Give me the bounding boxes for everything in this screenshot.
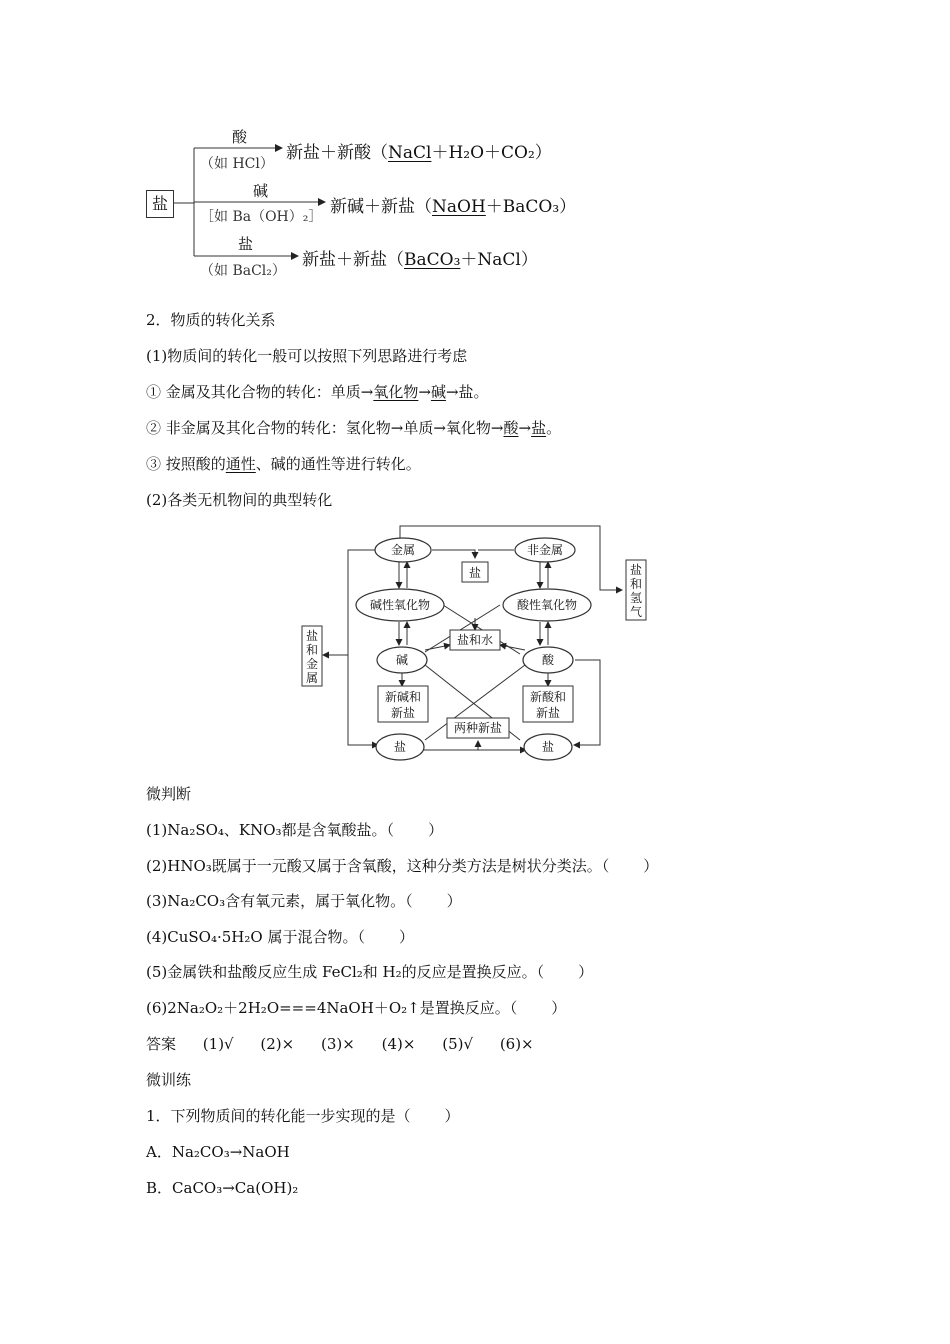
node-nonmetal: 非金属 [526, 543, 564, 557]
node-new-base-salt-1: 新碱和 [384, 690, 422, 704]
exercise-heading: 微训练 [146, 1071, 192, 1089]
node-acidic-oxide: 酸性氧化物 [516, 598, 578, 612]
judgment-q1: (1)Na₂SO₄、KNO₃都是含氧酸盐。（ ） [146, 821, 444, 839]
node-salt-water: 盐和水 [456, 633, 494, 647]
node-salt-metal-3: 金 [305, 657, 319, 671]
node-new-base-salt-2: 新盐 [390, 706, 416, 720]
node-new-acid-salt-2: 新盐 [535, 706, 561, 720]
node-new-acid-salt-1: 新酸和 [529, 690, 567, 704]
node-two-salts: 两种新盐 [453, 721, 503, 735]
node-salt-top: 盐 [468, 566, 482, 580]
node-salt-right: 盐 [541, 740, 555, 754]
node-salt-h2-3: 氢 [629, 591, 643, 605]
judgment-q3: (3)Na₂CO₃含有氧元素，属于氧化物。（ ） [146, 892, 462, 910]
section2-p1: (1)物质间的转化一般可以按照下列思路进行考虑 [146, 347, 468, 365]
exercise-q1: 1．下列物质间的转化能一步实现的是（ ） [146, 1107, 460, 1125]
node-basic-oxide: 碱性氧化物 [369, 598, 431, 612]
exercise-option-b: B．CaCO₃→Ca(OH)₂ [146, 1179, 299, 1197]
section2-item2: ② 非金属及其化合物的转化：氢化物→单质→氧化物→酸→盐。 [146, 419, 562, 437]
branch1-example: （如 HCl） [200, 156, 274, 172]
section2-item3: ③ 按照酸的通性、碱的通性等进行转化。 [146, 455, 421, 473]
branch1-reagent: 酸 [232, 128, 248, 146]
judgment-q2: (2)HNO₃既属于一元酸又属于含氧酸，这种分类方法是树状分类法。（ ） [146, 857, 659, 875]
branch1-product: 新盐＋新酸（NaCl＋H₂O＋CO₂） [286, 143, 552, 163]
section2-item1: ① 金属及其化合物的转化：单质→氧化物→碱→盐。 [146, 383, 489, 401]
node-salt-metal-4: 属 [305, 671, 319, 685]
branch3-example: （如 BaCl₂） [200, 263, 286, 279]
node-salt-left: 盐 [393, 740, 407, 754]
node-acid: 酸 [541, 653, 555, 667]
judgment-q5: (5)金属铁和盐酸反应生成 FeCl₂和 H₂的反应是置换反应。（ ） [146, 963, 594, 981]
node-salt-metal-1: 盐 [305, 629, 319, 643]
section2-p2: (2)各类无机物间的典型转化 [146, 491, 333, 509]
judgment-heading: 微判断 [146, 785, 192, 803]
salt-box: 盐 [146, 190, 174, 218]
node-salt-h2-4: 气 [629, 605, 643, 619]
node-salt-h2-1: 盐 [629, 563, 643, 577]
branch2-reagent: 碱 [253, 182, 269, 200]
judgment-q6: (6)2Na₂O₂＋2H₂O===4NaOH＋O₂↑是置换反应。（ ） [146, 999, 567, 1017]
answer-line: 答案 (1)√ (2)× (3)× (4)× (5)√ (6)× [146, 1035, 534, 1053]
node-salt-h2-2: 和 [629, 577, 643, 591]
branch3-reagent: 盐 [238, 235, 254, 253]
transformation-diagram [290, 518, 660, 768]
section2-heading: 2．物质的转化关系 [146, 311, 276, 329]
judgment-q4: (4)CuSO₄·5H₂O 属于混合物。（ ） [146, 928, 414, 946]
branch2-example: ［如 Ba（OH）₂］ [200, 209, 323, 225]
branch3-product: 新盐＋新盐（BaCO₃＋NaCl） [302, 250, 538, 270]
node-salt-metal-2: 和 [305, 643, 319, 657]
node-metal: 金属 [390, 543, 416, 557]
exercise-option-a: A．Na₂CO₃→NaOH [146, 1143, 290, 1161]
branch2-product: 新碱＋新盐（NaOH＋BaCO₃） [330, 197, 577, 217]
node-base: 碱 [395, 653, 409, 667]
